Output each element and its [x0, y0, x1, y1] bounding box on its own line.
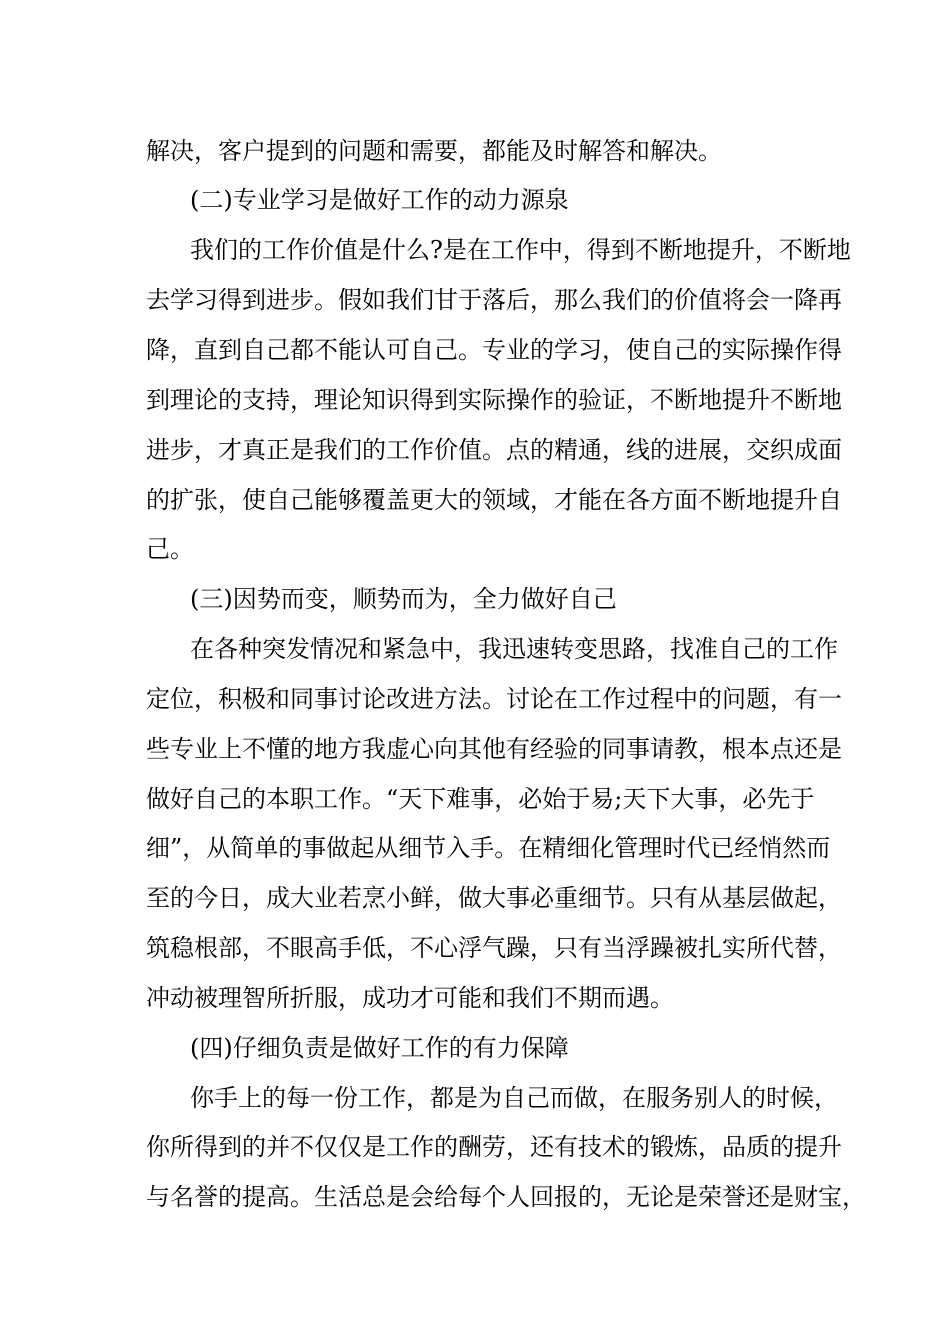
body-text-line: 些专业上不懂的地方我虚心向其他有经验的同事请教，根本点还是: [146, 735, 842, 763]
body-text-line: 去学习得到进步。假如我们甘于落后，那么我们的价值将会一降再: [146, 286, 842, 314]
body-text-line: 己。: [146, 535, 194, 563]
body-text-line: 冲动被理智所折服，成功才可能和我们不期而遇。: [146, 984, 674, 1012]
body-text-line: 筑稳根部，不眼高手低，不心浮气躁，只有当浮躁被扎实所代替，: [146, 934, 842, 962]
body-text-line: 至的今日，成大业若烹小鲜，做大事必重细节。只有从基层做起，: [146, 884, 842, 912]
body-text-line: 进步，才真正是我们的工作价值。点的精通，线的进展，交织成面: [146, 436, 842, 464]
paragraph-first-line: 我们的工作价值是什么?是在工作中，得到不断地提升，不断地: [190, 236, 851, 264]
section-heading: (四)仔细负责是做好工作的有力保障: [190, 1034, 569, 1062]
body-text-line: 降，直到自己都不能认可自己。专业的学习，使自己的实际操作得: [146, 336, 842, 364]
body-text-line: 细”，从简单的事做起从细节入手。在精细化管理时代已经悄然而: [146, 834, 831, 862]
body-text-line: 做好自己的本职工作。“天下难事，必始于易;天下大事，必先于: [146, 785, 815, 813]
body-text-line: 解决，客户提到的问题和需要，都能及时解答和解决。: [146, 137, 722, 165]
paragraph-first-line: 你手上的每一份工作，都是为自己而做，在服务别人的时候，: [190, 1084, 838, 1112]
body-text-line: 你所得到的并不仅仅是工作的酬劳，还有技术的锻炼，品质的提升: [146, 1133, 842, 1161]
body-text-line: 定位，积极和同事讨论改进方法。讨论在工作过程中的问题，有一: [146, 685, 842, 713]
body-text-line: 与名誉的提高。生活总是会给每个人回报的，无论是荣誉还是财宝，: [146, 1183, 866, 1211]
body-text-line: 的扩张，使自己能够覆盖更大的领域，才能在各方面不断地提升自: [146, 486, 842, 514]
paragraph-first-line: 在各种突发情况和紧急中，我迅速转变思路，找准自己的工作: [190, 635, 838, 663]
section-heading: (三)因势而变，顺势而为，全力做好自己: [190, 585, 617, 613]
section-heading: (二)专业学习是做好工作的动力源泉: [190, 186, 569, 214]
body-text-line: 到理论的支持，理论知识得到实际操作的验证，不断地提升不断地: [146, 386, 842, 414]
